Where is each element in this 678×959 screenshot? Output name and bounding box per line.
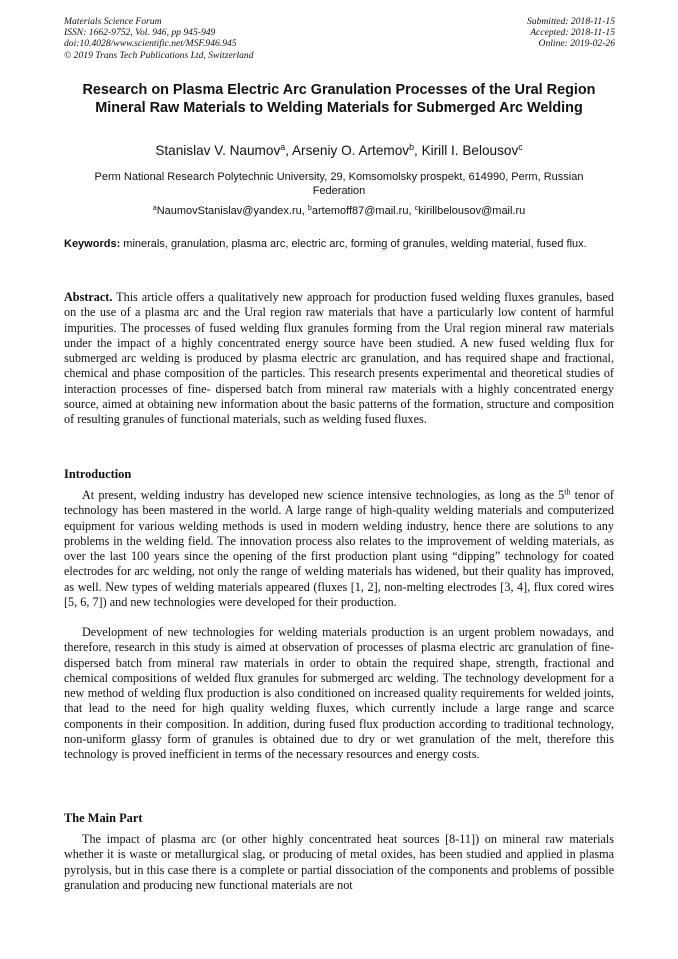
intro-text-part: At present, welding industry has developed new science intensive technologies, as long as the 5 <box>82 488 565 502</box>
affiliation: Perm National Research Polytechnic University, 29, Komsomolsky prospekt, 614990, Perm, Russian Federation <box>94 171 584 198</box>
accepted-date: Accepted: 2018-11-15 <box>530 27 615 39</box>
author-affil-mark: a <box>280 142 286 153</box>
journal-copyright: © 2019 Trans Tech Publications Ltd, Switzerland <box>64 49 254 61</box>
abstract <box>64 290 614 428</box>
email-separator: , <box>301 205 308 217</box>
abstract-label: Abstract. <box>64 290 113 304</box>
introduction-paragraph-2: Development of new technologies for welding materials production is an urgent problem nowadays, and therefore, research in this study is aimed at observation of processes of plasma electric arc granulation of fine-dispersed batch from mineral raw materials in order to obtain the required shape, strength, fractional and chemical compositions of welded flux granules for submerged arc welding. The technology development for a new method of welding flux production is also conditioned on increased quality requirements for welded joints, that lead to the need for high quality welding fluxes, which currently include a large range and scarce components in their composition. In addition, during fused flux production according to traditional technology, non-uniform glassy form of granules is obtained due to dry or wet granulation of the melt, therefore this technology is proved inefficient in terms of the necessary resources and energy costs. <box>64 625 614 762</box>
online-date: Online: 2019-02-26 <box>538 38 615 50</box>
journal-header-left <box>64 16 254 61</box>
introduction-paragraph-1 <box>64 488 614 610</box>
email-separator: , <box>408 205 415 217</box>
journal-name: Materials Science Forum <box>64 16 162 27</box>
author-affil-mark: c <box>518 142 523 153</box>
author-separator: , <box>414 143 422 158</box>
paper-title: Research on Plasma Electric Arc Granulation Processes of the Ural Region Mineral Raw Materials to Welding Materials for Submerged Arc Welding <box>82 82 596 116</box>
author-name: Kirill I. Belousov <box>421 143 519 158</box>
main-part-paragraph-1: The impact of plasma arc (or other highly concentrated heat sources [8-11]) on mineral raw materials whether it is waste or metallurgical slag, or producing of metal oxides, has been studied and applied in plasma pyrolysis, but in this case there is a complete or partial dissociation of the components and problems of possible granulation and producing new functional materials are not <box>64 832 614 892</box>
author-name: Arseniy O. Artemov <box>291 143 410 158</box>
email-mark: b <box>307 204 312 213</box>
keywords-label: Keywords: <box>64 238 121 250</box>
journal-doi: doi:10.4028/www.scientific.net/MSF.946.945 <box>64 38 237 50</box>
author-list <box>60 142 618 160</box>
submitted-date: Submitted: 2018-11-15 <box>526 16 615 27</box>
superscript-th: th <box>564 487 571 497</box>
abstract-text: This article offers a qualitatively new approach for production fused welding fluxes granules, based on the use of a plasma arc and the Ural region raw materials that have a particularly low content of harmful impurities. The processes of fused welding flux granules forming from the Ural region mineral raw materials under the impact of a highly concentrated energy source have been studied. A new fused welding flux for submerged arc welding is produced by plasma electric arc granulation, and has required shape and fractional, chemical and phase composition of the particles. This research presents experimental and theoretical studies of interaction processes of fine- dispersed batch from mineral raw materials with a highly concentrated energy source, aimed at obtaining new information about the basic patterns of the formation, structure and composition of resulting granules of functional materials, such as welding fused fluxes. <box>64 290 614 427</box>
section-heading-introduction: Introduction <box>64 467 132 481</box>
keywords-text: minerals, granulation, plasma arc, electric arc, forming of granules, welding material, fused flux. <box>120 238 587 250</box>
email-mark: c <box>414 204 419 213</box>
section-heading-main-part: The Main Part <box>64 811 143 825</box>
author-separator: , <box>285 143 292 158</box>
journal-issn: ISSN: 1662-9752, Vol. 946, pp 945-949 <box>64 27 216 39</box>
email-address: NaumovStanislav@yandex.ru <box>156 205 302 217</box>
author-affil-mark: b <box>409 142 414 153</box>
author-name: Stanislav V. Naumov <box>155 143 281 158</box>
email-address: artemoff87@mail.ru <box>311 205 409 217</box>
email-list <box>60 204 618 218</box>
email-address: kirillbelousov@mail.ru <box>418 205 526 217</box>
journal-header-right <box>527 16 615 50</box>
intro-text-part: tenor of technology has been mastered in the world. A large range of high-quality welding materials and computerized equipment for various welding methods is used in modern welding industry, hence there are solutions to any problems in the welding field. The innovation process also relates to the improvement of welding materials, as over the last 100 years since the opening of the first production plant using “dipping” technology for coated electrodes for arc welding, not only the range of welding materials has widened, but their quality has improved, as well. New types of welding materials appeared (fluxes [1, 2], non-melting electrodes [3, 4], flux cored wires [5, 6, 7]) and new technologies were developed for their production. <box>64 488 614 610</box>
email-mark: a <box>152 204 157 213</box>
keywords <box>64 237 614 252</box>
